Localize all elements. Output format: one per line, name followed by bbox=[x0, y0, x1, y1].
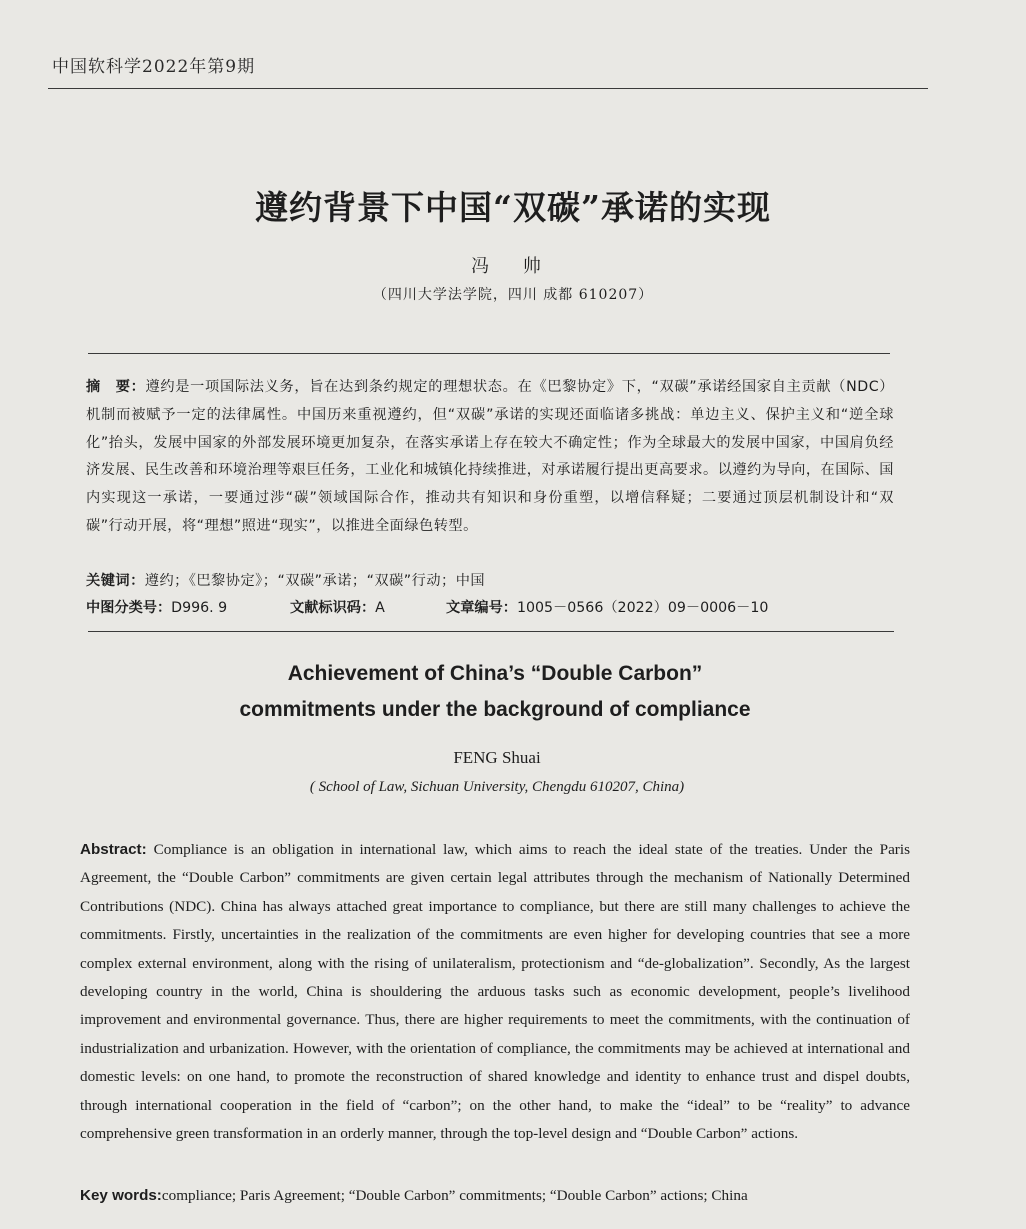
clc-label: 中图分类号： bbox=[86, 600, 172, 616]
chinese-keywords bbox=[86, 568, 894, 594]
english-keywords-text: compliance; Paris Agreement; “Double Carbon” commitments; “Double Carbon” actions; China bbox=[161, 1187, 748, 1204]
document-code-value: A bbox=[375, 600, 385, 616]
document-code bbox=[290, 596, 446, 620]
english-abstract bbox=[80, 836, 910, 1148]
clc-number bbox=[86, 596, 290, 620]
header-divider bbox=[48, 88, 928, 89]
english-abstract-text: Compliance is an obligation in international law, which aims to reach the ideal state of the treaties. Under the Paris Agreement, the “Double Carbon” commitments are given certain legal attributes through the mechanism of Nationally Determined Contributions (NDC). China has always attached great importance to compliance, but there are still many challenges to achieve the commitments. Firstly, uncertainties in the realization of the commitments are even higher for developing countries that see a more complex external environment, along with the rising of unilateralism, protectionism and “de-globalization”. Secondly, As the largest developing country in the world, China is shouldering the arduous tasks such as economic development, people’s livelihood improvement and environmental governance. Thus, there are higher requirements to meet the commitments, with the continuation of industrialization and urbanization. However, with the orientation of compliance, the commitments may be achieved at international and domestic levels: on one hand, to promote the reconstruction of shared knowledge and identity to enhance trust and dispel doubts, through international cooperation in the field of “carbon”; on the other hand, to make the “ideal” to be “reality” to advance comprehensive green transformation in an orderly manner, through the top-level design and “Double Carbon” actions. bbox=[80, 841, 910, 1143]
document-code-label: 文献标识码： bbox=[290, 600, 376, 616]
chinese-affiliation: （四川大学法学院，四川 成都 610207） bbox=[372, 287, 654, 303]
article-number bbox=[446, 596, 768, 620]
chinese-keywords-label: 关键词： bbox=[86, 573, 145, 589]
article-number-value: 1005－0566（2022）09－0006－10 bbox=[516, 600, 769, 616]
chinese-title: 遵约背景下中国“双碳”承诺的实现 bbox=[255, 188, 771, 227]
chinese-abstract-label: 摘 要： bbox=[86, 379, 146, 395]
english-abstract-label: Abstract: bbox=[80, 841, 147, 858]
journal-issue-header: 中国软科学2022年第9期 bbox=[52, 57, 256, 77]
english-keywords bbox=[80, 1182, 910, 1210]
chinese-abstract-divider bbox=[88, 353, 890, 354]
english-title-line-2: commitments under the background of compliance bbox=[239, 698, 751, 721]
chinese-article-metadata bbox=[86, 596, 894, 620]
chinese-author: 冯 帅 bbox=[471, 256, 555, 277]
chinese-abstract bbox=[86, 374, 894, 541]
chinese-abstract-text: 遵约是一项国际法义务，旨在达到条约规定的理想状态。在《巴黎协定》下，“双碳”承诺经国家自主贡献（NDC）机制而被赋予一定的法律属性。中国历来重视遵约，但“双碳”承诺的实现还面临诸多挑战：单边主义、保护主义和“逆全球化”抬头，发展中国家的外部发展环境更加复杂，在落实承诺上存在较大不确定性；作为全球最大的发展中国家，中国肩负经济发展、民生改善和环境治理等艰巨任务，工业化和城镇化持续推进，对承诺履行提出更高要求。以遵约为导向，在国际、国内实现这一承诺，一要通过涉“碳”领域国际合作，推动共有知识和身份重塑，以增信释疑；二要通过顶层机制设计和“双碳”行动开展，将“理想”照进“现实”，以推进全面绿色转型。 bbox=[86, 379, 894, 534]
english-title-line-1: Achievement of China’s “Double Carbon” bbox=[287, 662, 703, 685]
english-affiliation: ( School of Law, Sichuan University, Chengdu 610207, China) bbox=[309, 779, 685, 795]
english-section-divider bbox=[88, 631, 894, 632]
english-author: FENG Shuai bbox=[453, 748, 541, 767]
english-title bbox=[0, 656, 990, 728]
clc-value: D996. 9 bbox=[171, 600, 228, 616]
article-number-label: 文章编号： bbox=[446, 600, 517, 616]
english-keywords-label: Key words: bbox=[80, 1187, 162, 1204]
chinese-keywords-text: 遵约；《巴黎协定》；“双碳”承诺；“双碳”行动；中国 bbox=[144, 573, 486, 589]
